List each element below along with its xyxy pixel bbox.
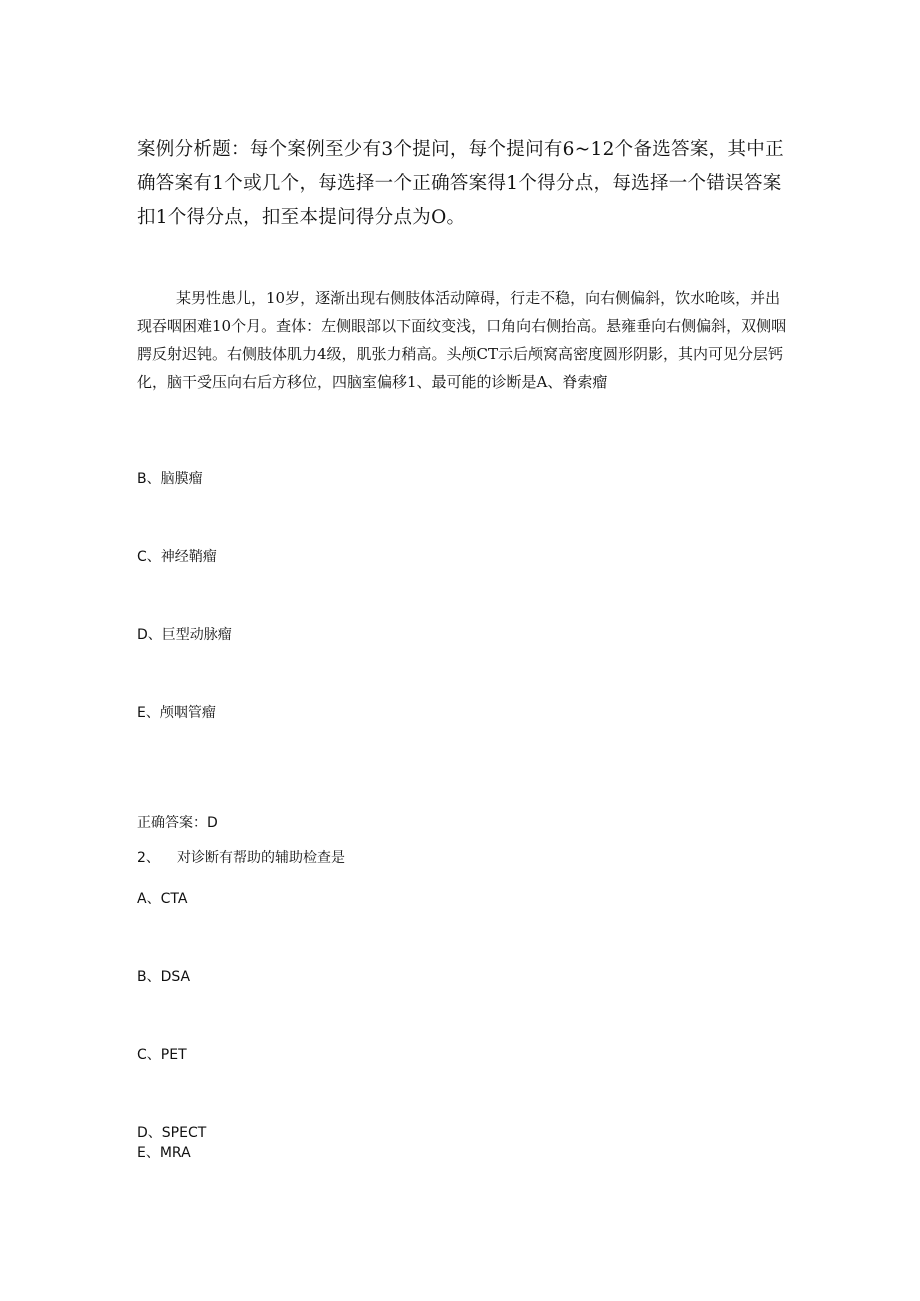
q1-option-b: B、脑膜瘤 <box>137 471 203 487</box>
q1-option-e: E、颅咽管瘤 <box>137 705 216 721</box>
q2-option-e: E、MRA <box>137 1145 191 1161</box>
instructions-text: 案例分析题：每个案例至少有3个提问，每个提问有6~12个备选答案，其中正确答案有1个或几个，每选择一个正确答案得1个得分点，每选择一个错误答案扣1个得分点，扣至本提问得分点为O。 <box>137 139 784 228</box>
q1-option-c: C、神经鞘瘤 <box>137 549 217 565</box>
q2-option-d: D、SPECT <box>137 1125 207 1141</box>
q1-option-d: D、巨型动脉瘤 <box>137 627 232 643</box>
q2-option-a: A、CTA <box>137 891 188 907</box>
q2-question-text: 对诊断有帮助的辅助检查是 <box>177 850 345 866</box>
q2-option-c: C、PET <box>137 1047 187 1063</box>
q2-question <box>137 848 345 868</box>
q2-number: 2、 <box>137 850 160 866</box>
q2-option-b: B、DSA <box>137 969 191 985</box>
case-description: 某男性患儿，10岁，逐渐出现右侧肢体活动障碍，行走不稳，向右侧偏斜，饮水呛咳，并出现吞咽困难10个月。查体：左侧眼部以下面纹变浅，口角向右侧抬高。悬雍垂向右侧偏斜，双侧咽腭反射迟钝。右侧肢体肌力4级，肌张力稍高。头颅CT示后颅窝高密度圆形阴影，其内可见分层钙化，脑干受压向右后方移位，四脑室偏移1、最可能的诊断是A、脊索瘤 <box>137 289 787 391</box>
q1-correct-answer: 正确答案：D <box>137 815 218 831</box>
